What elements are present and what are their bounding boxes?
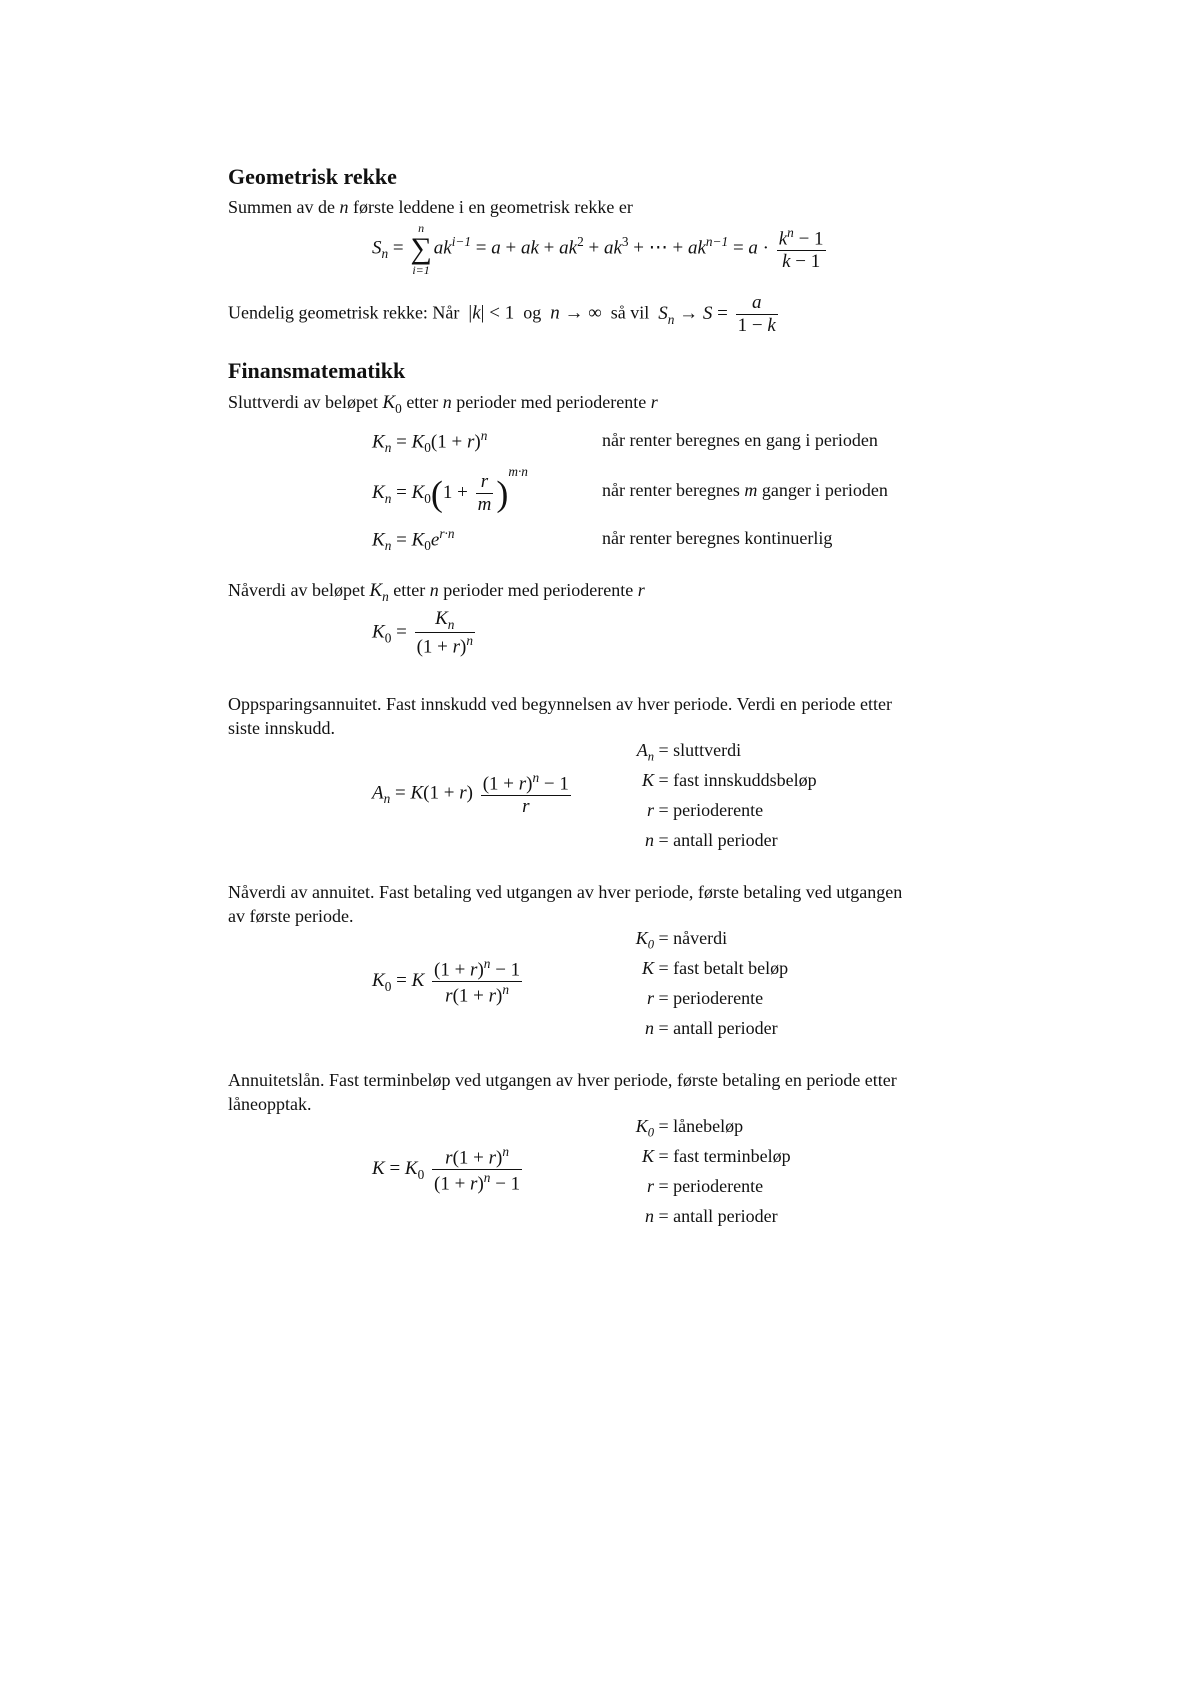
formula-sluttverdi-1: $K_n = K_0(1 + r)^n$: [372, 428, 488, 456]
formula-sluttverdi-kont: $K_n = K_0e^{r\cdot n}$: [372, 526, 455, 554]
naaverdi-intro: Nåverdi av beløpet $K_n$ etter n perioder med perioderente r: [228, 580, 645, 604]
sluttverdi-intro: Sluttverdi av beløpet $K_0$ etter n perioder med perioderente r: [228, 392, 658, 416]
desc-sluttverdi-m: når renter beregnes m ganger i perioden: [602, 480, 888, 500]
formula-sluttverdi-m: $K_n = K_0(1$ + $\frac{r}{m}$ )$^{m\cdot n}$: [372, 464, 528, 516]
opp-var-an: $A_n$ = sluttverdi: [636, 740, 742, 764]
desc-sluttverdi-kont: når renter beregnes kontinuerlig: [602, 528, 833, 548]
nann-line1: Nåverdi av annuitet. Fast betaling ved utgangen av hver periode, første betaling ved utgangen: [228, 882, 903, 902]
nann-var-k0: $K_0$ = nåverdi: [635, 928, 728, 952]
geo-sum-formula: $S_n$ = n ∑ i=1 $ak^{i-1} = a$ + ak + $ak^2 + ak^3$ + ⋯ + $ak^{n-1} = a$ · $\frac{k^n - 1}{k - 1}$: [372, 221, 824, 277]
opp-var-k: K = fast innskuddsbeløp: [641, 770, 817, 790]
geo-infinite: Uendelig geometrisk rekke: Når |k| < 1 og n → ∞ så vil $S_n \to S$ = $\frac{a}{1 - k}$: [228, 292, 776, 336]
opp-var-n: n = antall perioder: [645, 830, 778, 850]
formula-naaverdi: $K_0$ = $\frac{K_n}{(1 + r)^n}$: [372, 608, 473, 658]
opp-line1: Oppsparingsannuitet. Fast innskudd ved begynnelsen av hver periode. Verdi en periode etter: [228, 694, 892, 714]
nann-var-r: r = perioderente: [646, 988, 764, 1008]
formula-annuitetslaan: $K = K_0$ $\frac{r(1 + r)^n}{(1 + r)^n - 1}$: [372, 1144, 521, 1195]
laan-var-k: K = fast terminbeløp: [641, 1146, 791, 1166]
laan-line1: Annuitetslån. Fast terminbeløp ved utgangen av hver periode, første betaling en periode etter: [228, 1070, 897, 1090]
laan-var-r: r = perioderente: [646, 1176, 764, 1196]
geo-intro: Summen av de n første leddene i en geometrisk rekke er: [228, 197, 633, 217]
laan-var-n: n = antall perioder: [645, 1206, 778, 1226]
desc-sluttverdi-1: når renter beregnes en gang i perioden: [602, 430, 878, 450]
laan-line2: låneopptak.: [228, 1094, 312, 1114]
laan-var-k0: $K_0$ = lånebeløp: [635, 1116, 744, 1140]
heading-finansmatematikk: Finansmatematikk: [228, 358, 406, 383]
nann-var-n: n = antall perioder: [645, 1018, 778, 1038]
nann-line2: av første periode.: [228, 906, 354, 926]
heading-geometrisk-rekke: Geometrisk rekke: [228, 164, 397, 189]
formula-oppsparing: $A_n = K(1 + r)$ $\frac{(1 + r)^n - 1}{r}$: [372, 770, 569, 818]
formula-naaverdi-annuitet: $K_0 = K$ $\frac{(1 + r)^n - 1}{r(1 + r)^n}$: [372, 956, 521, 1007]
opp-line2: siste innskudd.: [228, 718, 336, 738]
nann-var-k: K = fast betalt beløp: [641, 958, 789, 978]
opp-var-r: r = perioderente: [646, 800, 764, 820]
